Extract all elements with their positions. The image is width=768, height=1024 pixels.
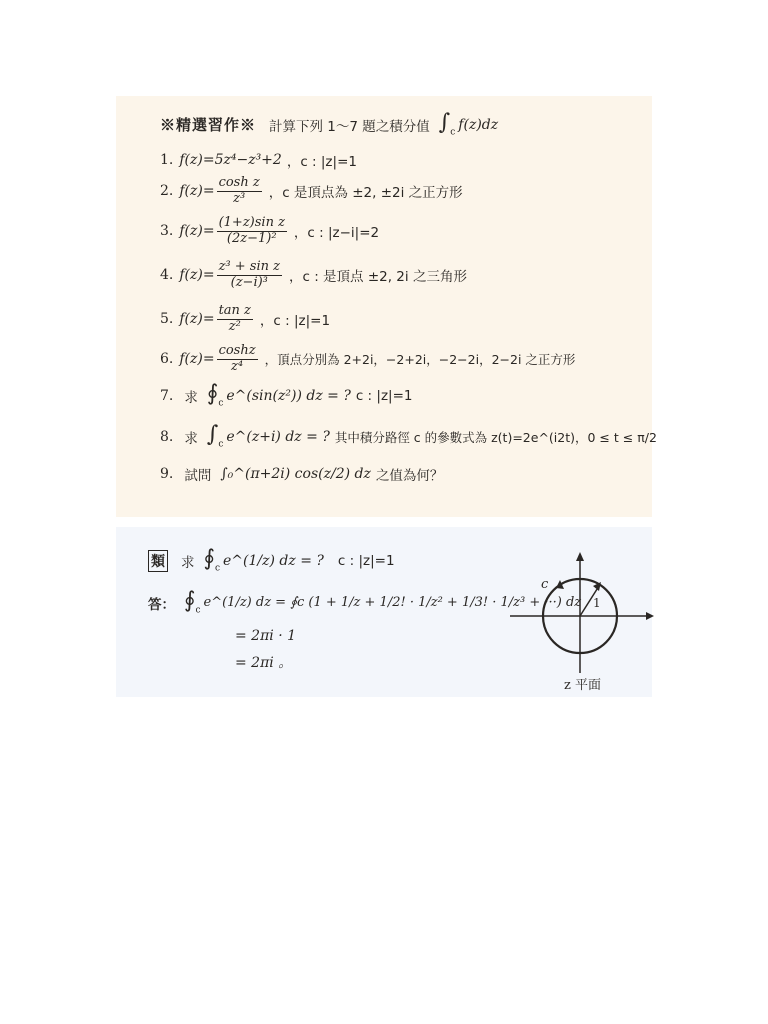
problem-9 xyxy=(160,464,448,484)
orientation-arrow xyxy=(556,580,564,589)
z-plane-figure xyxy=(508,548,658,696)
function-lhs: f(z)= xyxy=(179,183,215,200)
problem-number: 2. xyxy=(160,183,174,200)
problem-number: 8. xyxy=(160,428,174,445)
exercise-title: ※精選習作※ xyxy=(160,116,257,135)
problem-3 xyxy=(160,216,384,247)
fraction xyxy=(217,344,258,375)
answer-expansion: e^(1/z) dz = ∮c (1 + 1/z + 1/2! · 1/z² + 1/3! · 1/z³ + ···) dz xyxy=(203,595,582,611)
path-condition: 其中積分路徑 c 的參數式為 z(t)=2e^(i2t)，0 ≤ t ≤ π/2 xyxy=(334,429,657,445)
example-answer-line-2: = 2πi · 1 xyxy=(235,628,297,644)
problem-number: 9. xyxy=(160,466,174,482)
problem-number: 5. xyxy=(160,311,174,328)
question-prefix: 求 xyxy=(181,554,195,571)
problem-5 xyxy=(160,304,335,335)
answer-label: 答： xyxy=(148,596,175,613)
integral-expr: e^(z+i) dz = ? xyxy=(226,428,330,445)
example-question xyxy=(148,548,400,573)
example-badge: 類 xyxy=(148,550,168,572)
denominator: (z−i)³ xyxy=(230,274,268,290)
problem-number: 7. xyxy=(160,387,174,404)
imag-axis-arrow xyxy=(576,552,584,561)
integral-symbol: $\int_c$ xyxy=(438,110,456,138)
denominator: z² xyxy=(228,318,241,334)
function-lhs: f(z)= xyxy=(179,267,215,284)
question-text: 之值為何？ xyxy=(375,468,444,484)
contour-integral-symbol: $∮_c$ xyxy=(203,546,221,574)
problem-prefix: 求 xyxy=(184,389,198,406)
contour-integral-symbol: $∮_c$ xyxy=(184,588,201,616)
contour-integral-symbol: $∮_c$ xyxy=(206,381,224,409)
numerator: z³ + sin z xyxy=(218,259,280,274)
contour-condition: ，頂点分別為 2+2i，−2+2i，−2−2i，2−2i 之正方形 xyxy=(264,352,576,368)
contour-condition: ，c : |z|=1 xyxy=(286,154,357,170)
function-lhs: f(z)= xyxy=(179,311,215,328)
example-answer-line-3: = 2πi 。 xyxy=(235,655,293,671)
problem-prefix: 試問 xyxy=(184,468,212,484)
real-axis-arrow xyxy=(646,612,654,620)
contour-condition: ，c : 是頂点 ±2, 2i 之三角形 xyxy=(288,269,467,286)
problem-number: 1. xyxy=(160,152,174,168)
numerator: tan z xyxy=(218,303,251,318)
problem-2 xyxy=(160,176,468,207)
contour-condition: c : |z|=1 xyxy=(355,387,413,404)
problem-number: 6. xyxy=(160,351,174,368)
function-expr: f(z)=5z⁴−z³+2 xyxy=(179,152,282,168)
denominator: z³ xyxy=(233,190,246,206)
integral-symbol: $\int_c$ xyxy=(206,422,224,450)
numerator: (1+z)sin z xyxy=(218,215,285,230)
problem-6 xyxy=(160,344,580,375)
numerator: coshz xyxy=(218,343,256,358)
denominator: z⁴ xyxy=(231,358,244,374)
integral-expr: e^(sin(z²)) dz = ? xyxy=(226,387,351,404)
problem-1 xyxy=(160,150,362,170)
problem-number: 3. xyxy=(160,223,174,240)
instruction-text: 計算下列 1～7 題之積分值 xyxy=(269,118,430,135)
curve-label: c xyxy=(541,577,549,592)
problem-4 xyxy=(160,260,472,291)
contour-condition: ，c : |z|=1 xyxy=(259,313,331,330)
plane-label: z 平面 xyxy=(564,678,601,693)
contour-condition: ，c 是頂点為 ±2, ±2i 之正方形 xyxy=(268,185,463,202)
numerator: cosh z xyxy=(218,175,260,190)
contour-condition: ，c : |z−i|=2 xyxy=(293,225,380,242)
exercise-header xyxy=(160,112,498,137)
problem-number: 4. xyxy=(160,267,174,284)
integrand: f(z)dz xyxy=(458,116,499,133)
function-lhs: f(z)= xyxy=(179,351,215,368)
radius-label: 1 xyxy=(593,596,601,610)
fraction xyxy=(217,304,253,335)
fraction xyxy=(217,216,287,247)
problem-7 xyxy=(160,383,417,408)
fraction xyxy=(217,176,262,207)
denominator: (2z−1)² xyxy=(226,230,277,246)
problem-prefix: 求 xyxy=(184,430,198,447)
question-contour: c : |z|=1 xyxy=(337,552,395,569)
integral-expr: ∫₀^(π+2i) cos(z/2) dz xyxy=(220,466,371,482)
question-expr: e^(1/z) dz = ? xyxy=(223,552,324,569)
function-lhs: f(z)= xyxy=(179,223,215,240)
problem-8 xyxy=(160,424,662,449)
fraction xyxy=(217,260,282,291)
